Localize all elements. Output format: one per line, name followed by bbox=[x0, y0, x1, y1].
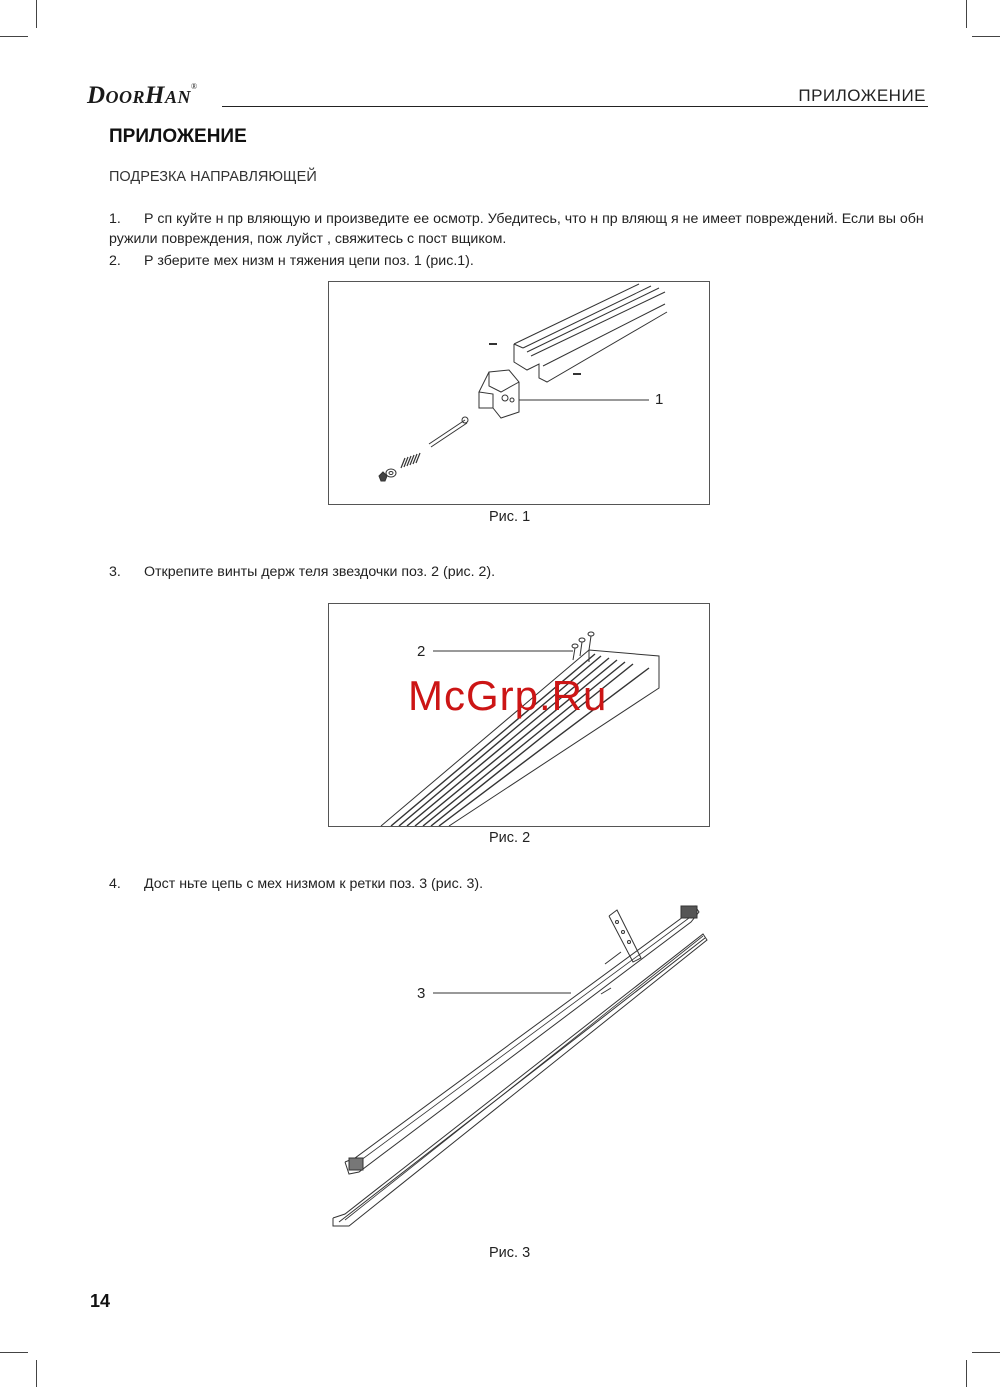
step-number: 3. bbox=[109, 564, 121, 580]
logo-registered-mark: ® bbox=[191, 82, 198, 91]
doorhan-logo bbox=[87, 82, 198, 110]
figure-3-caption: Рис. 3 bbox=[489, 1245, 531, 1261]
crop-mark bbox=[966, 1360, 967, 1387]
callout-3: 3 bbox=[417, 985, 426, 1002]
crop-mark bbox=[972, 36, 1000, 37]
section-title: ПОДРЕЗКА НАПРАВЛЯЮЩЕЙ bbox=[109, 169, 317, 185]
callout-1: 1 bbox=[655, 391, 664, 408]
chain-tensioner-drawing bbox=[329, 282, 709, 504]
crop-mark bbox=[36, 0, 37, 28]
crop-mark bbox=[966, 0, 967, 28]
step-3 bbox=[109, 562, 927, 582]
figure-1-caption: Рис. 1 bbox=[489, 509, 531, 525]
logo-text: DoorHan bbox=[87, 82, 192, 109]
watermark: McGrp.Ru bbox=[408, 672, 608, 719]
page-title: ПРИЛОЖЕНИЕ bbox=[109, 126, 247, 147]
step-number: 2. bbox=[109, 253, 121, 269]
crop-mark bbox=[0, 36, 28, 37]
crop-mark bbox=[972, 1352, 1000, 1353]
rail-and-chain-drawing bbox=[325, 900, 715, 1235]
step-number: 1. bbox=[109, 211, 121, 227]
step-text: Р сп куйте н пр вляющую и произведите ее осмотр. Убедитесь, что н пр вляющ я не имеет повреждений. Если вы обн ружили повреждения, пож луйст , свяжитесь с пост вщиком. bbox=[109, 211, 924, 247]
step-1 bbox=[109, 209, 927, 249]
page-number: 14 bbox=[90, 1291, 111, 1311]
header-rule bbox=[222, 106, 928, 107]
header-section-label: ПРИЛОЖЕНИЕ bbox=[798, 86, 926, 105]
step-text: Открепите винты держ теля звездочки поз. 2 (рис. 2). bbox=[144, 564, 496, 580]
step-number: 4. bbox=[109, 876, 121, 892]
callout-2: 2 bbox=[417, 643, 426, 660]
crop-mark bbox=[0, 1352, 28, 1353]
step-text: Р зберите мех низм н тяжения цепи поз. 1 (рис.1). bbox=[144, 253, 474, 269]
step-text: Дост ньте цепь с мех низмом к ретки поз. 3 (рис. 3). bbox=[144, 876, 484, 892]
crop-mark bbox=[36, 1360, 37, 1387]
figure-2-caption: Рис. 2 bbox=[489, 830, 531, 846]
figure-1-frame bbox=[328, 281, 710, 505]
step-2 bbox=[109, 251, 927, 271]
step-4 bbox=[109, 874, 927, 894]
